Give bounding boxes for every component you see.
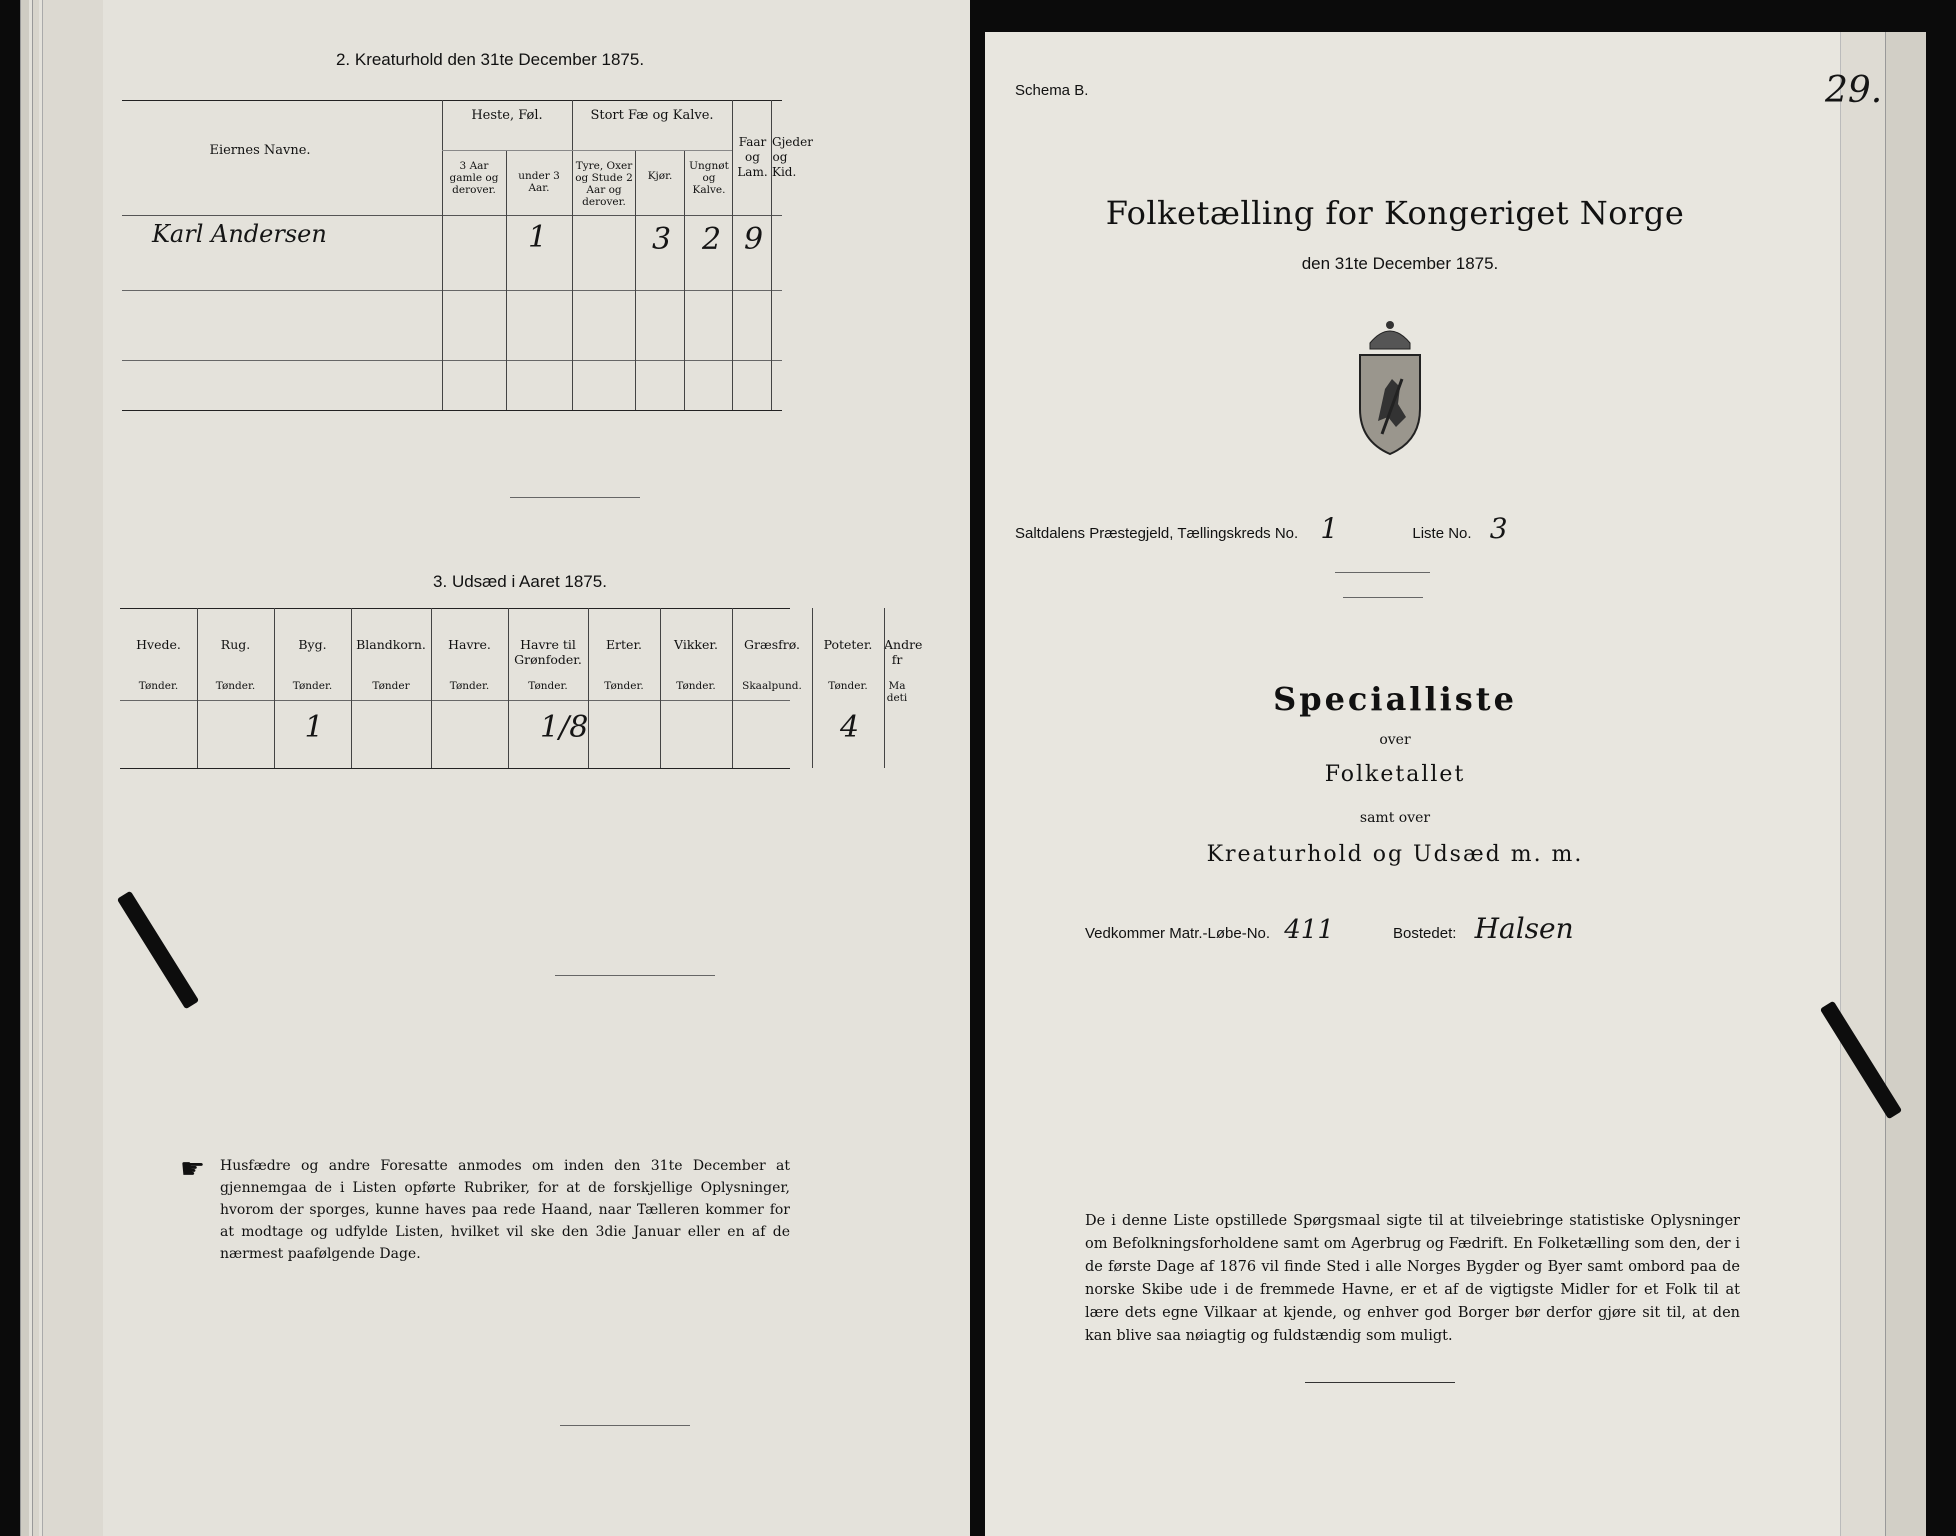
section3-col-unit: Tønder xyxy=(372,680,410,692)
col-horses-header: Heste, Føl. xyxy=(471,108,543,123)
kreaturhold-text: Kreaturhold og Udsæd m. m. xyxy=(1206,842,1584,867)
horses-young-value: 1 xyxy=(528,220,548,255)
section3-col-header: Erter. xyxy=(605,637,643,652)
intro-paragraph: De i denne Liste opstillede Spørgsmaal sigte til at tilveiebringe statistiske Oplysninger om Befolkningsforholdene samt om Agerbrug og Fædrift. En Folketælling som den, der i de første Dage af 1876 vil finde Sted i alle Norges Bygder og Byer samt ombord paa de norske Skibe ude i de fremmede Havne, er et af de vigtigste Midler for et Folk til at lære dets egne Vilkaar at kjende, og enhver god Borger bør derfor gjøre sit til, at den kan blive saa nøiagtig og fuldstændig som muligt. xyxy=(1085,1213,1740,1344)
right-page xyxy=(985,32,1925,1536)
col-line xyxy=(884,608,885,768)
divider xyxy=(1305,1382,1455,1383)
section3-cell-value: 4 xyxy=(840,710,860,745)
rule xyxy=(442,150,732,151)
section3-col-header: Andre fr xyxy=(884,637,923,667)
census-title: Folketælling for Kongeriget Norge xyxy=(1105,194,1685,232)
rule xyxy=(120,608,790,609)
list-number: 3 xyxy=(1489,512,1508,545)
section3-col-unit: Ma deti xyxy=(886,680,908,704)
col-line xyxy=(274,608,275,768)
col-line xyxy=(508,608,509,768)
col-line xyxy=(197,608,198,768)
special-list-title: Specialliste xyxy=(1273,680,1517,718)
notice-text: Husfædre og andre Foresatte anmodes om inden den 31te December at gjennemgaa de i Listen opførte Rubriker, for at de forskjellige Oplysninger, hvorom der sporges, kunne haves paa rede Haand, naar Tælleren kommer for at modtage og udfylde Listen, hvilket vil ske den 3die Januar eller en af de nærmest paafølgende Dage. xyxy=(220,1158,790,1262)
section3-col-unit: Skaalpund. xyxy=(742,680,802,692)
section3-col-unit: Tønder. xyxy=(138,680,179,692)
matr-label: Vedkommer Matr.-Løbe-No. xyxy=(1085,925,1271,942)
left-page xyxy=(20,0,970,1536)
samt-over-text: samt over xyxy=(1359,810,1431,826)
rule xyxy=(120,768,790,769)
page-edge xyxy=(32,0,39,1536)
section3-col-header: Rug. xyxy=(220,637,251,652)
section3-col-unit: Tønder. xyxy=(215,680,256,692)
cattle-bulls-header: Tyre, Oxer og Stude 2 Aar og derover. xyxy=(575,160,633,208)
section3-col-unit: Tønder. xyxy=(292,680,333,692)
parish-label: Saltdalens Præstegjeld, Tællingskreds No. xyxy=(1015,525,1299,542)
young-cattle-value: 2 xyxy=(702,222,722,257)
section2-title: 2. Kreaturhold den 31te December 1875. xyxy=(335,50,645,69)
section3-cell-value: 1 xyxy=(304,710,324,745)
col-line xyxy=(572,100,573,410)
divider xyxy=(560,1425,690,1426)
section3-col-unit: Tønder. xyxy=(528,680,568,692)
col-line xyxy=(588,608,589,768)
cows-value: 3 xyxy=(652,222,672,257)
list-label: Liste No. xyxy=(1412,525,1472,542)
col-owner-header: Eiernes Navne. xyxy=(209,143,311,158)
section3-col-header: Blandkorn. xyxy=(356,637,426,652)
section3-col-header: Havre til Grønfoder. xyxy=(514,637,582,667)
owner-name: Karl Andersen xyxy=(152,220,327,248)
horses-young-header: under 3 Aar. xyxy=(518,170,560,194)
col-line xyxy=(442,100,443,410)
section3-col-unit: Tønder. xyxy=(449,680,490,692)
divider xyxy=(1335,572,1430,573)
col-line xyxy=(732,608,733,768)
section3-col-unit: Tønder. xyxy=(676,680,716,692)
section3-col-header: Byg. xyxy=(298,637,327,652)
col-line xyxy=(431,608,432,768)
horses-adult-header: 3 Aar gamle og derover. xyxy=(449,160,499,196)
col-line xyxy=(732,100,733,410)
pointing-hand-icon: ☛ xyxy=(180,1152,206,1185)
sheep-value: 9 xyxy=(744,222,764,257)
rule xyxy=(122,215,782,216)
col-line xyxy=(506,150,507,410)
parish-line xyxy=(1015,512,1835,545)
rule xyxy=(122,100,782,101)
divider xyxy=(555,975,715,976)
matr-line xyxy=(1085,912,1785,945)
section3-title: 3. Udsæd i Aaret 1875. xyxy=(433,572,607,591)
margin-strip xyxy=(42,0,103,1536)
bosted-label: Bostedet: xyxy=(1393,925,1457,942)
section3-col-header: Hvede. xyxy=(136,637,181,652)
cattle-young-header: Ungnøt og Kalve. xyxy=(689,160,729,196)
col-line xyxy=(351,608,352,768)
page-edge xyxy=(20,0,29,1536)
matr-number: 411 xyxy=(1284,915,1334,945)
section3-col-unit: Tønder. xyxy=(604,680,644,692)
divider xyxy=(510,497,640,498)
section3-col-header: Havre. xyxy=(448,637,491,652)
folketallet-text: Folketallet xyxy=(1324,762,1466,787)
sheep-header: Faar og Lam. xyxy=(737,135,768,179)
rule xyxy=(120,700,790,701)
col-line xyxy=(812,608,813,768)
rule xyxy=(122,410,782,411)
bosted-value: Halsen xyxy=(1474,912,1574,945)
section3-col-unit: Tønder. xyxy=(828,680,868,692)
cattle-cows-header: Kjør. xyxy=(647,170,673,182)
section3-col-header: Græsfrø. xyxy=(743,637,800,652)
section3-col-header: Vikker. xyxy=(674,637,718,652)
district-number: 1 xyxy=(1320,512,1339,545)
census-date: den 31te December 1875. xyxy=(1301,254,1499,273)
section3-col-header: Poteter. xyxy=(823,637,873,652)
section3-cell-value: 1/8 xyxy=(540,710,589,745)
rule xyxy=(122,360,782,361)
page-number: 29. xyxy=(1825,70,1883,111)
schema-label: Schema B. xyxy=(1015,82,1089,99)
col-line xyxy=(684,150,685,410)
col-line xyxy=(635,150,636,410)
divider xyxy=(1343,597,1423,598)
rule xyxy=(122,290,782,291)
coat-of-arms-icon xyxy=(1340,309,1440,459)
page-edge xyxy=(1885,32,1926,1536)
over-text: over xyxy=(1379,732,1411,748)
goats-header: Gjeder og Kid. xyxy=(772,135,813,179)
col-cattle-header: Stort Fæ og Kalve. xyxy=(590,108,714,123)
col-line xyxy=(660,608,661,768)
